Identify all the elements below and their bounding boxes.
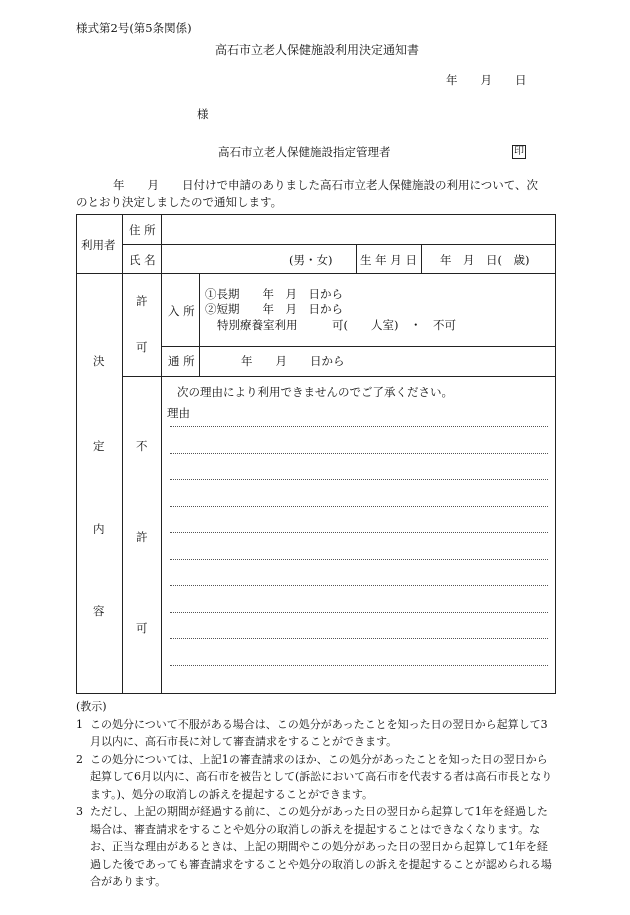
- instruction-text: ただし、上記の期間が経過する前に、この処分があった日の翌日から起算して1年を経過した場合は、審査請求をすることや処分の取消しの訴えを提起することはできなくなります。なお、正当な理由があるときは、上記の期間やこの処分があった日の翌日から起算して1年を経過した後であっても審査請求をすることや処分の取消しの訴えを提起することが認められる場合があります。: [90, 805, 552, 888]
- reason-line: [170, 453, 548, 454]
- decision-char-3: 内: [93, 522, 105, 536]
- reason-line: [170, 426, 548, 427]
- instruction-number: 3: [76, 805, 83, 818]
- addressee-suffix: 様: [197, 107, 209, 121]
- long-term-line: ①長期 年 月 日から: [205, 287, 343, 301]
- gender-selector: (男・女): [289, 253, 333, 267]
- date-line: 年 月 日: [446, 73, 527, 87]
- document-title: 高石市立老人保健施設利用決定通知書: [215, 43, 420, 57]
- seal-label: 印: [514, 146, 524, 157]
- name-label: 氏 名: [129, 253, 156, 267]
- permit-char-2: 可: [136, 340, 148, 354]
- instruction-item: [76, 803, 558, 891]
- intro-line-1: 年 月 日付けで申請のありました高石市立老人保健施設の利用について、次: [113, 178, 539, 192]
- reason-line: [170, 506, 548, 507]
- special-room-line: 特別療養室利用 可( 人室) ・ 不可: [217, 318, 456, 332]
- reason-line: [170, 665, 548, 666]
- decision-char-4: 容: [93, 604, 105, 618]
- instruction-number: 2: [76, 752, 83, 766]
- reason-line: [170, 638, 548, 639]
- instruction-item: [76, 751, 558, 804]
- reason-line: [170, 559, 548, 560]
- admission-label: 入 所: [168, 304, 195, 318]
- form-number: 様式第2号(第5条関係): [76, 21, 192, 35]
- intro-line-2: のとおり決定しましたので通知します。: [76, 195, 283, 209]
- reason-label: 理由: [167, 406, 190, 420]
- commute-label: 通 所: [168, 354, 195, 368]
- instruction-section: [76, 698, 558, 891]
- user-label: 利用者: [81, 238, 116, 252]
- instruction-text: この処分については、上記1の審査請求のほか、この処分があったことを知った日の翌日から起算して6月以内に、高石市を被告として(訴訟において高石市を代表する者は高石市長となります。)、処分の取消しの訴えを提起することができます。: [90, 752, 553, 801]
- instruction-item: [76, 716, 558, 751]
- deny-char-2: 許: [136, 530, 148, 544]
- short-term-line: ②短期 年 月 日から: [205, 302, 343, 316]
- reason-line: [170, 532, 548, 533]
- decision-char-2: 定: [93, 439, 105, 453]
- decision-char-1: 決: [93, 354, 105, 368]
- reason-line: [170, 585, 548, 586]
- seal-mark: [512, 143, 526, 159]
- issuer-name: 高石市立老人保健施設指定管理者: [218, 145, 391, 159]
- birth-date-value: 年 月 日( 歳): [440, 253, 530, 267]
- permit-char-1: 許: [136, 294, 148, 308]
- commute-value: 年 月 日から: [241, 354, 345, 368]
- address-label: 住 所: [129, 223, 156, 237]
- instruction-number: 1: [76, 717, 83, 731]
- deny-char-1: 不: [136, 439, 148, 453]
- birth-date-label: 生 年 月 日: [360, 253, 417, 267]
- decision-form-table: [76, 214, 556, 694]
- reason-line: [170, 612, 548, 613]
- instruction-text: この処分について不服がある場合は、この処分があったことを知った日の翌日から起算して3月以内に、高石市長に対して審査請求をすることができます。: [90, 717, 548, 748]
- deny-message: 次の理由により利用できませんのでご了承ください。: [177, 385, 453, 399]
- instruction-heading: (教示): [76, 700, 107, 713]
- reason-line: [170, 479, 548, 480]
- deny-char-3: 可: [136, 621, 148, 635]
